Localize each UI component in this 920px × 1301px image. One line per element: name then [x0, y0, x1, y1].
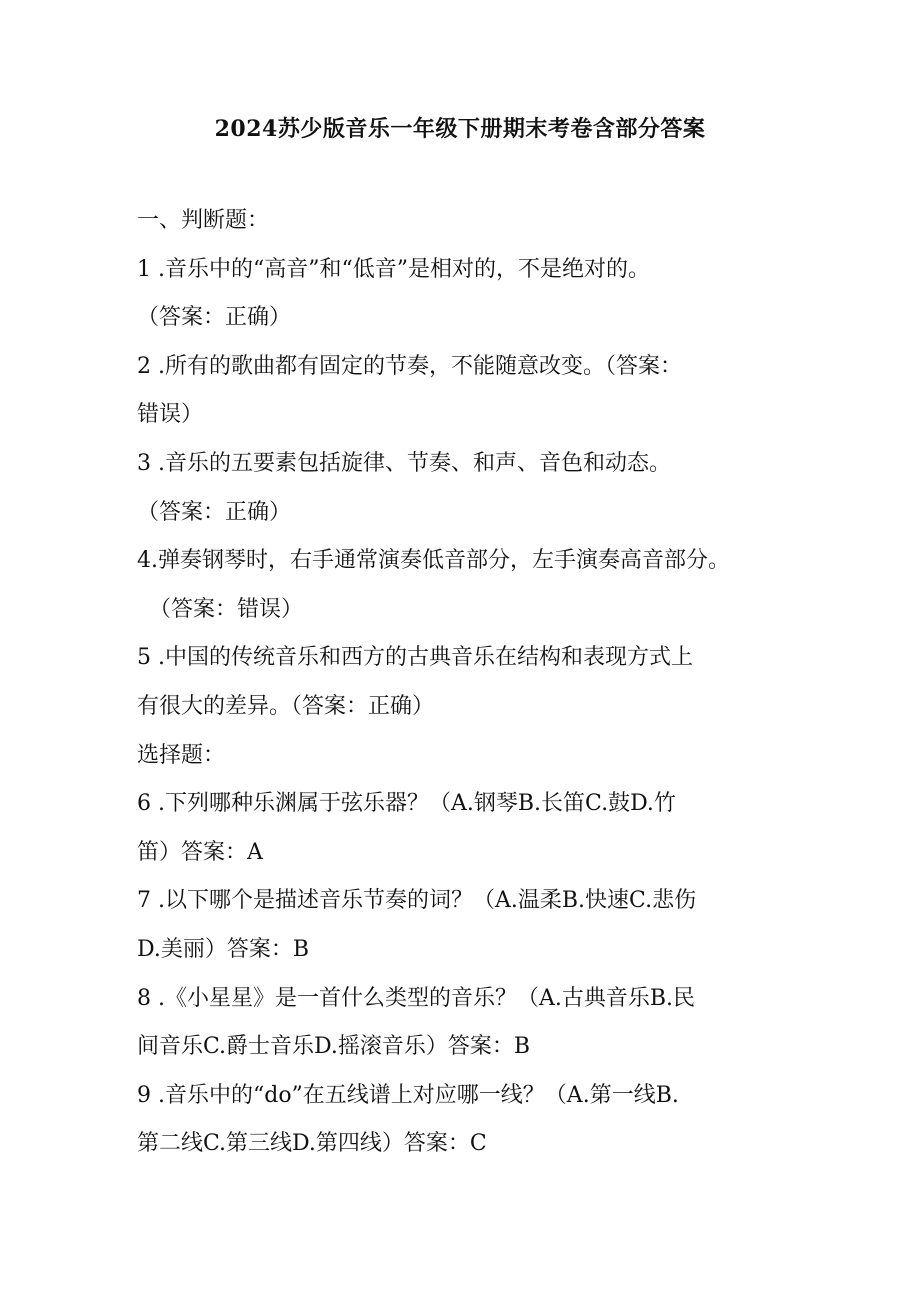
answer-9: 第二线C.第三线D.第四线）答案：C	[137, 1131, 487, 1157]
answer-8: 间音乐C.爵士音乐D.摇滚音乐）答案：B	[137, 1034, 531, 1060]
question-4: 4.弹奏钢琴时，右手通常演奏低音部分，左手演奏高音部分。	[137, 548, 730, 574]
document-title: 2024苏少版音乐一年级下册期末考卷含部分答案	[214, 116, 706, 142]
section-heading-multiple-choice: 选择题：	[137, 742, 226, 768]
question-6: 6 .下列哪种乐渊属于弦乐器？（A.钢琴B.长笛C.鼓D.竹	[137, 791, 676, 817]
question-2: 2 .所有的歌曲都有固定的节奏，不能随意改变。（答案：	[137, 353, 682, 379]
answer-4: （答案：错误）	[149, 596, 304, 622]
question-1: 1 .音乐中的“高音”和“低音”是相对的，不是绝对的。	[137, 256, 650, 282]
answer-1: （答案：正确）	[137, 305, 292, 331]
question-8: 8 .《小星星》是一首什么类型的音乐？（A.古典音乐B.民	[137, 985, 696, 1011]
question-5: 5 .中国的传统音乐和西方的古典音乐在结构和表现方式上	[137, 645, 693, 671]
answer-2: 错误）	[137, 402, 204, 428]
answer-3: （答案：正确）	[137, 499, 292, 525]
section-heading-true-false: 一、判断题：	[137, 208, 270, 233]
document-body	[137, 197, 797, 1169]
question-7: 7 .以下哪个是描述音乐节奏的词？（A.温柔B.快速C.悲伤	[137, 888, 697, 914]
answer-6: 笛）答案：A	[137, 839, 263, 865]
question-3: 3 .音乐的五要素包括旋律、节奏、和声、音色和动态。	[137, 450, 671, 476]
answer-7: D.美丽）答案：B	[137, 936, 310, 962]
answer-5: 有很大的差异。（答案：正确）	[137, 693, 435, 719]
question-9: 9 .音乐中的“do”在五线谱上对应哪一线？（A.第一线B.	[137, 1082, 679, 1108]
